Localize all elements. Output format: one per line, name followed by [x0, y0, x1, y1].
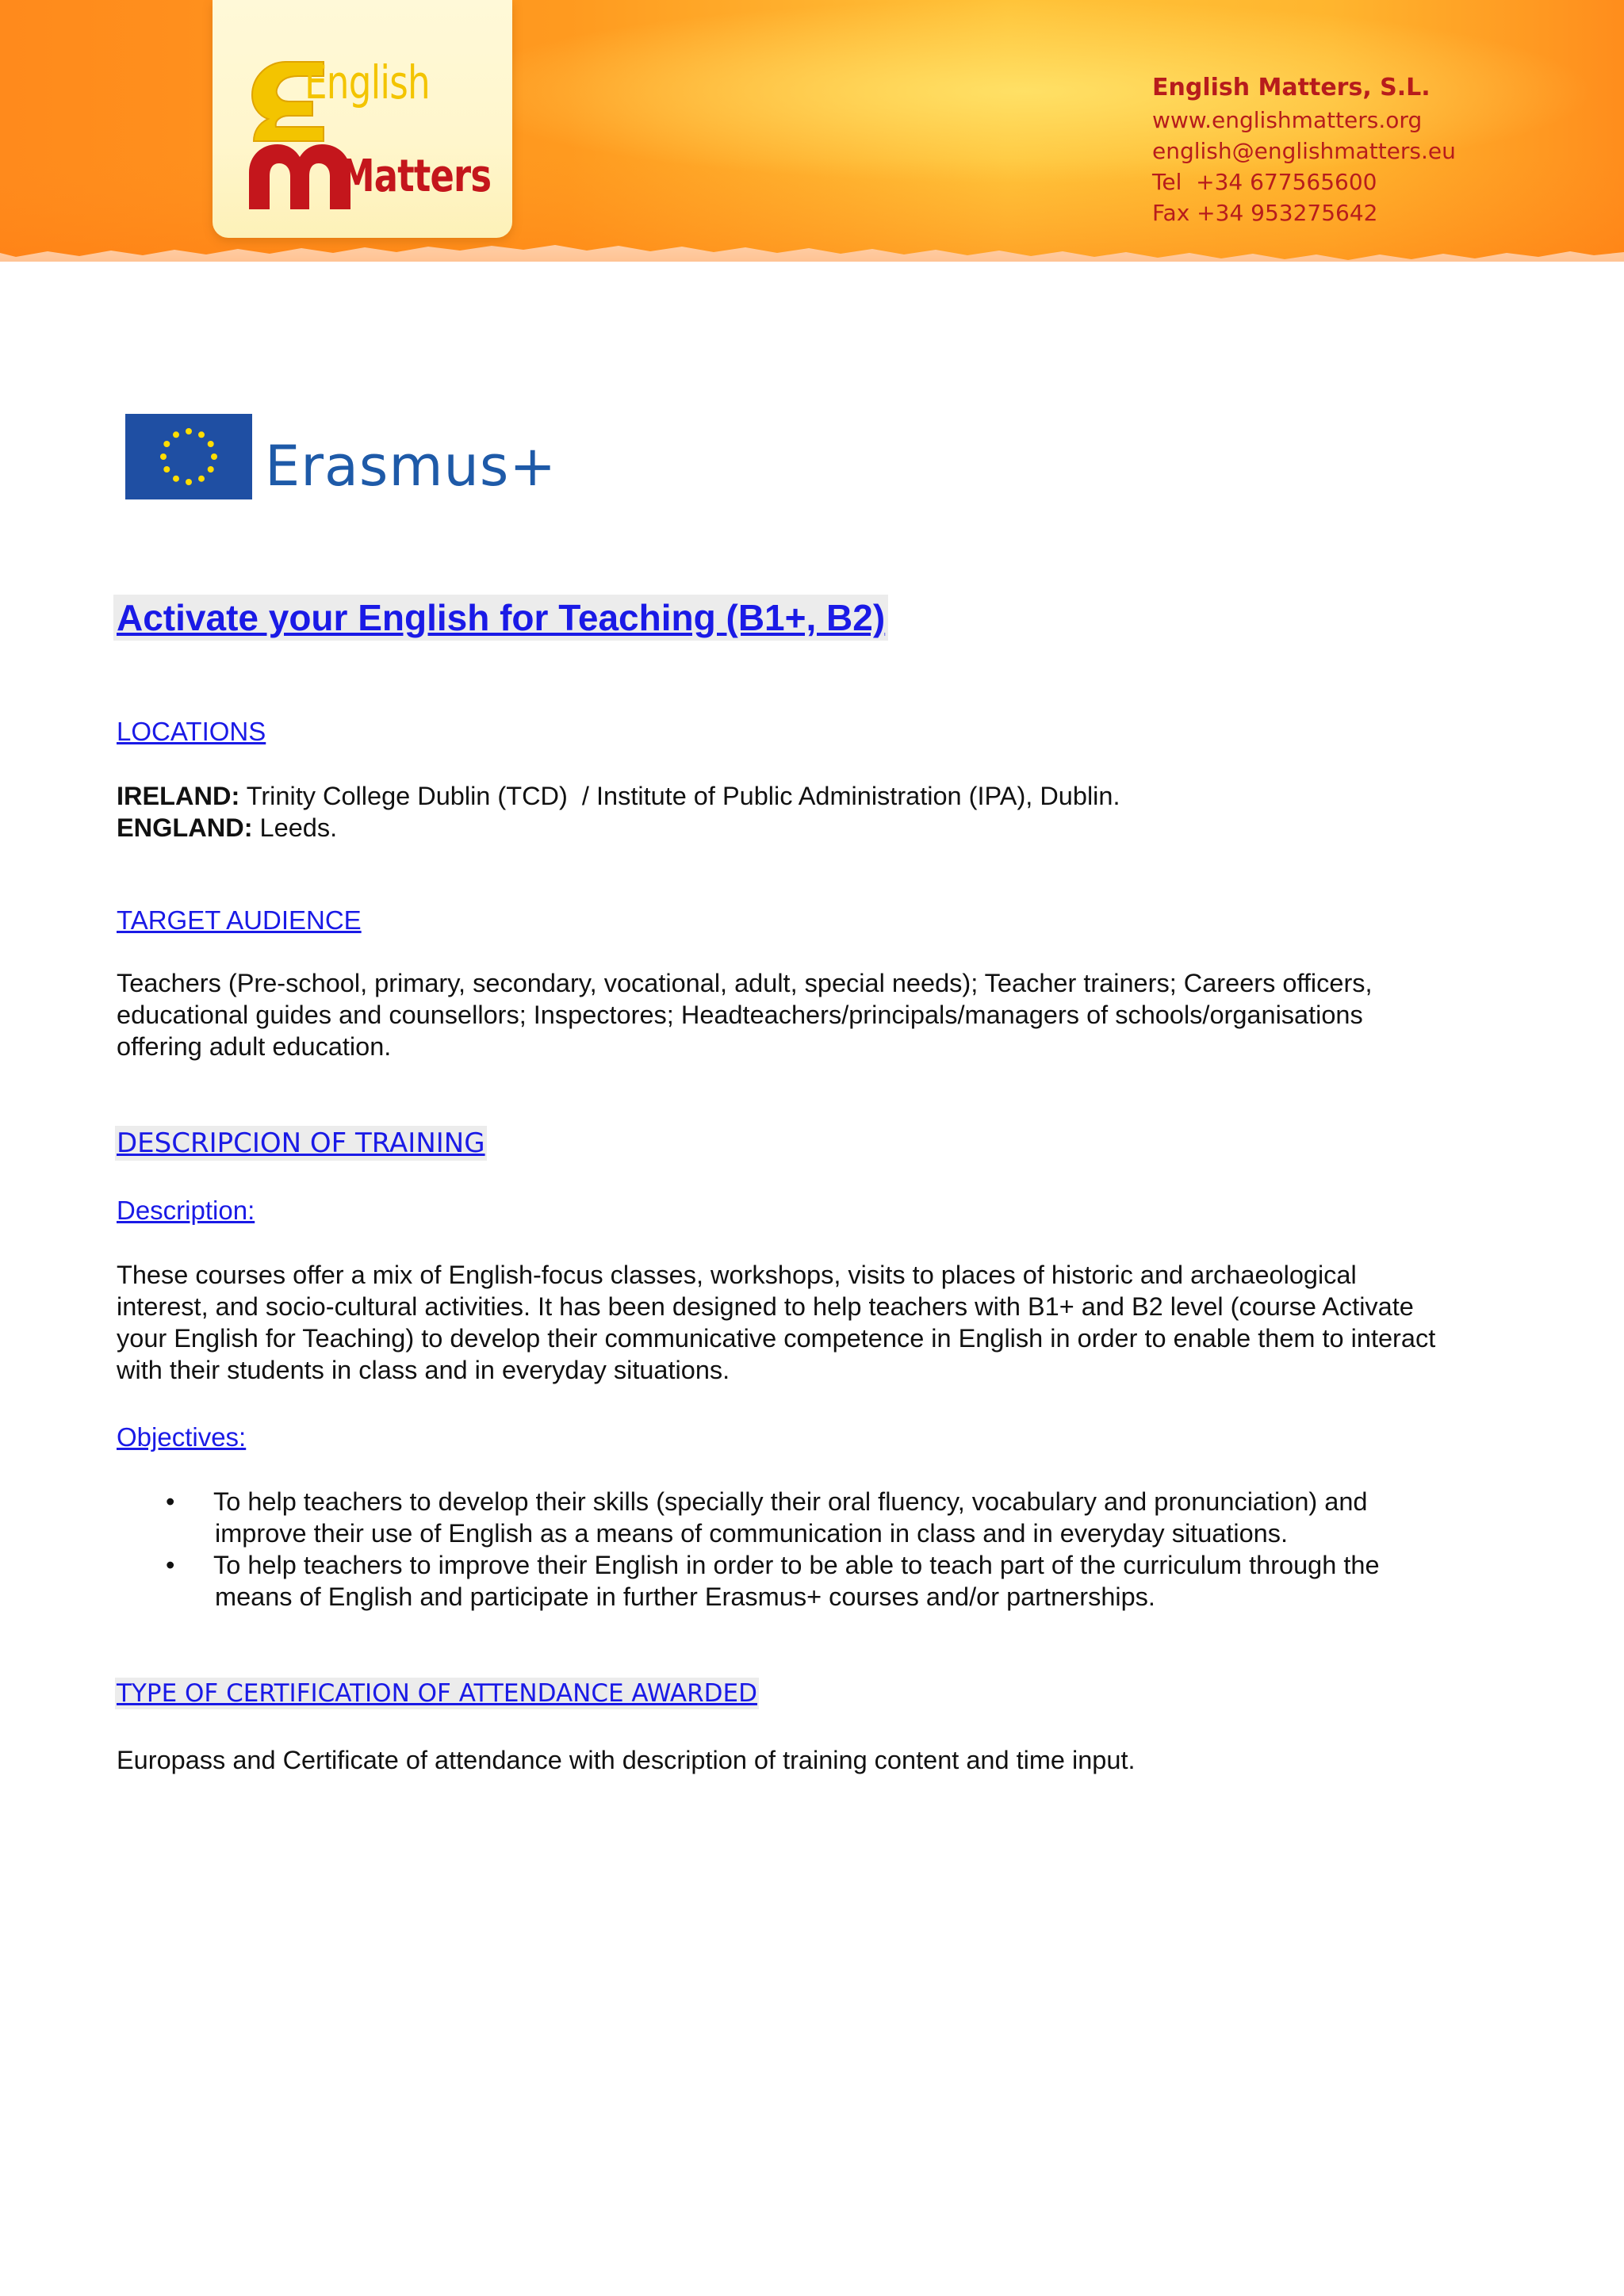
location-ireland — [117, 780, 1528, 812]
description-line: These courses offer a mix of English-focus classes, workshops, visits to places of historic and archaeological — [117, 1261, 1357, 1289]
telephone: Tel +34 677565600 — [1152, 169, 1377, 195]
website-link[interactable]: www.englishmatters.org — [1152, 107, 1423, 133]
description-line: your English for Teaching) to develop their communicative competence in English in order to enable them to interact — [117, 1324, 1436, 1353]
logo-word-matters: Matters — [339, 151, 492, 202]
england-label: ENGLAND: — [117, 813, 253, 842]
training-description-text — [117, 1259, 1576, 1386]
ireland-venues: Trinity College Dublin (TCD) / Institute of Public Administration (IPA), Dublin. — [239, 782, 1120, 810]
audience-line: Teachers (Pre-school, primary, secondary, vocational, adult, special needs); Teacher trainers; Careers officers, — [117, 969, 1373, 997]
objective-line: To help teachers to develop their skills (specially their oral fluency, vocabulary and pronunciation) and — [213, 1487, 1368, 1516]
description-subheading[interactable]: Description: — [117, 1196, 255, 1225]
bullet-icon: • — [166, 1551, 175, 1579]
certification-heading[interactable]: TYPE OF CERTIFICATION OF ATTENDANCE AWARDED — [117, 1679, 757, 1708]
target-audience-heading[interactable]: TARGET AUDIENCE — [117, 905, 362, 935]
locations-list — [117, 780, 1528, 844]
locations-heading[interactable]: LOCATIONS — [117, 717, 266, 746]
list-item — [117, 1549, 1560, 1613]
england-venues: Leeds. — [252, 813, 338, 842]
email-link[interactable]: english@englishmatters.eu — [1152, 138, 1456, 164]
certification-text: Europass and Certificate of attendance with description of training content and time input. — [117, 1746, 1136, 1774]
description-line: interest, and socio-cultural activities. It has been designed to help teachers with B1+ and B2 level (course Activate — [117, 1292, 1414, 1321]
english-matters-logo-graphic — [213, 0, 512, 238]
fax: Fax +34 953275642 — [1152, 200, 1378, 226]
objective-line: improve their use of English as a means of communication in class and in everyday situations. — [215, 1519, 1289, 1548]
erasmus-wordmark: Erasmus+ — [265, 434, 557, 499]
training-description-heading[interactable]: DESCRIPCION OF TRAINING — [117, 1127, 485, 1159]
objectives-list — [117, 1486, 1560, 1613]
objectives-subheading[interactable]: Objectives: — [117, 1422, 247, 1452]
objective-line: To help teachers to improve their English in order to be able to teach part of the curriculum through the — [213, 1551, 1380, 1579]
audience-line: educational guides and counsellors; Inspectores; Headteachers/principals/managers of schools/organisations — [117, 1001, 1363, 1029]
company-name: English Matters, S.L. — [1152, 74, 1431, 101]
location-england — [117, 812, 1528, 844]
objective-line: means of English and participate in further Erasmus+ courses and/or partnerships. — [215, 1582, 1155, 1611]
course-title[interactable]: Activate your English for Teaching (B1+, B2) — [113, 595, 888, 641]
list-item — [117, 1486, 1560, 1549]
logo-word-english: English — [304, 55, 430, 109]
bullet-icon: • — [166, 1487, 175, 1516]
description-line: with their students in class and in everyday situations. — [117, 1356, 730, 1384]
target-audience-text — [117, 967, 1544, 1062]
contact-block — [1152, 71, 1596, 228]
audience-line: offering adult education. — [117, 1032, 392, 1061]
english-matters-logo — [213, 0, 512, 238]
erasmus-plus-logo — [125, 414, 557, 501]
letterhead-banner — [0, 0, 1624, 285]
ireland-label: IRELAND: — [117, 782, 240, 810]
